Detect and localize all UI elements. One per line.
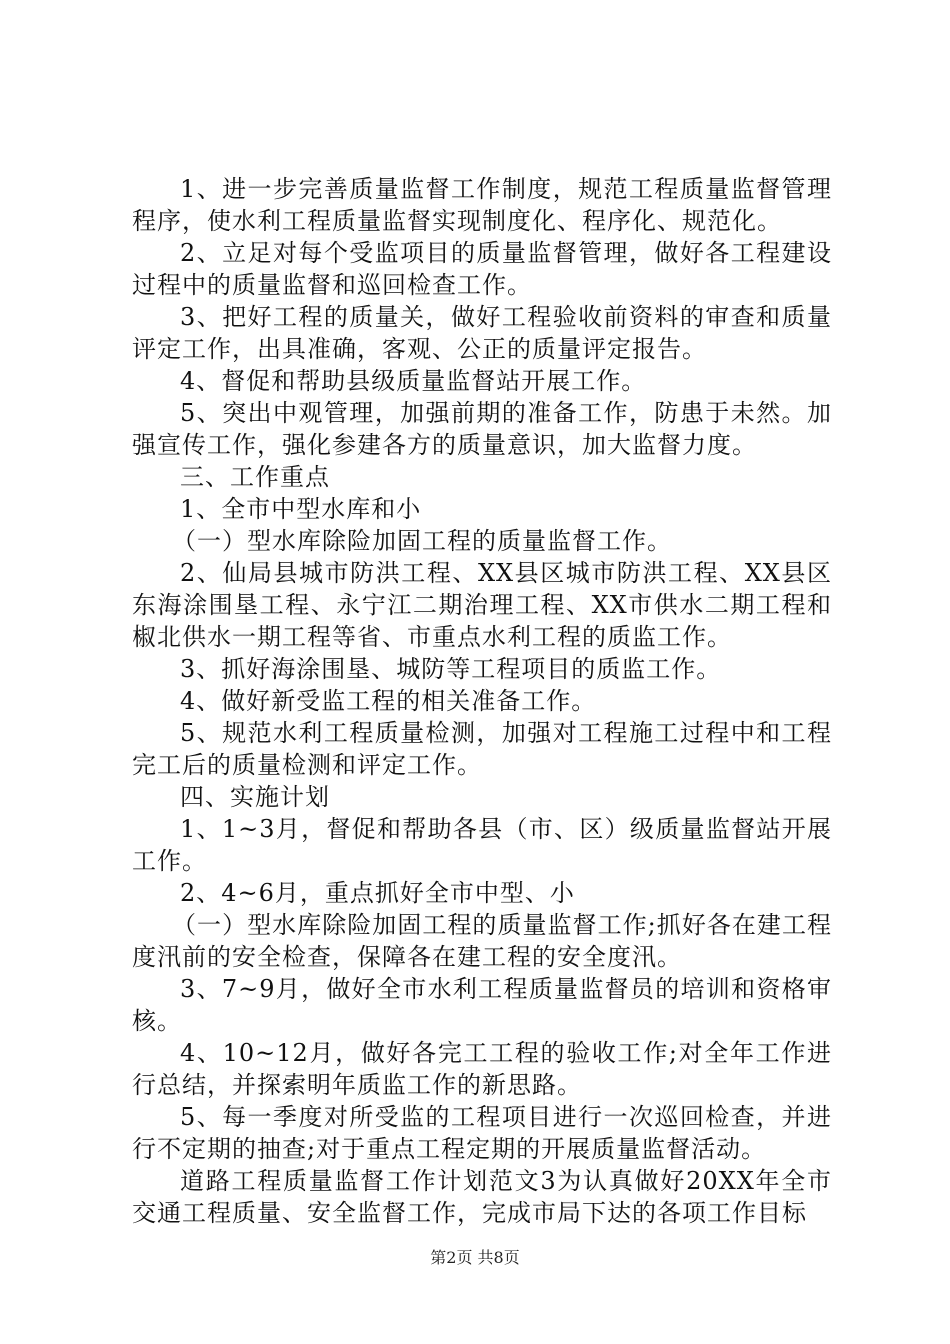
paragraph-16: 4、10~12月，做好各完工工程的验收工作;对全年工作进行总结，并探索明年质监工作的新思路。 <box>132 1039 832 1099</box>
document-body <box>132 173 832 1229</box>
paragraph-11: 5、规范水利工程质量检测，加强对工程施工过程中和工程完工后的质量检测和评定工作。 <box>132 719 832 779</box>
paragraph-2: 2、立足对每个受监项目的质量监督管理，做好各工程建设过程中的质量监督和巡回检查工作。 <box>132 239 832 299</box>
paragraph-17: 5、每一季度对所受监的工程项目进行一次巡回检查，并进行不定期的抽查;对于重点工程定期的开展质量监督活动。 <box>132 1103 832 1163</box>
page-number-footer: 第2页 共8页 <box>430 1248 520 1267</box>
paragraph-1: 1、进一步完善质量监督工作制度，规范工程质量监督管理程序，使水利工程质量监督实现制度化、程序化、规范化。 <box>132 175 832 235</box>
paragraph-6: 1、全市中型水库和小 <box>180 495 422 523</box>
paragraph-8: 2、仙局县城市防洪工程、XX县区城市防洪工程、XX县区东海涂围垦工程、永宁江二期治理工程、XX市供水二期工程和椒北供水一期工程等省、市重点水利工程的质监工作。 <box>132 559 832 651</box>
paragraph-13: 2、4~6月，重点抓好全市中型、小 <box>180 879 575 907</box>
section-heading-implementation-plan: 四、实施计划 <box>180 783 330 811</box>
paragraph-12: 1、1~3月，督促和帮助各县（市、区）级质量监督站开展工作。 <box>132 815 832 875</box>
paragraph-14: （一）型水库除险加固工程的质量监督工作;抓好各在建工程度汛前的安全检查，保障各在建工程的安全度汛。 <box>132 911 832 971</box>
paragraph-10: 4、做好新受监工程的相关准备工作。 <box>180 687 597 715</box>
section-heading-work-focus: 三、工作重点 <box>180 463 330 491</box>
paragraph-5: 5、突出中观管理，加强前期的准备工作，防患于未然。加强宣传工作，强化参建各方的质量意识，加大监督力度。 <box>132 399 832 459</box>
paragraph-3: 3、把好工程的质量关，做好工程验收前资料的审查和质量评定工作，出具准确，客观、公正的质量评定报告。 <box>132 303 832 363</box>
paragraph-9: 3、抓好海涂围垦、城防等工程项目的质监工作。 <box>180 655 722 683</box>
paragraph-15: 3、7~9月，做好全市水利工程质量监督员的培训和资格审核。 <box>132 975 832 1035</box>
paragraph-4: 4、督促和帮助县级质量监督站开展工作。 <box>180 367 647 395</box>
paragraph-18: 道路工程质量监督工作计划范文3为认真做好20XX年全市交通工程质量、安全监督工作，完成市局下达的各项工作目标 <box>132 1167 832 1227</box>
paragraph-7: （一）型水库除险加固工程的质量监督工作。 <box>172 527 672 555</box>
